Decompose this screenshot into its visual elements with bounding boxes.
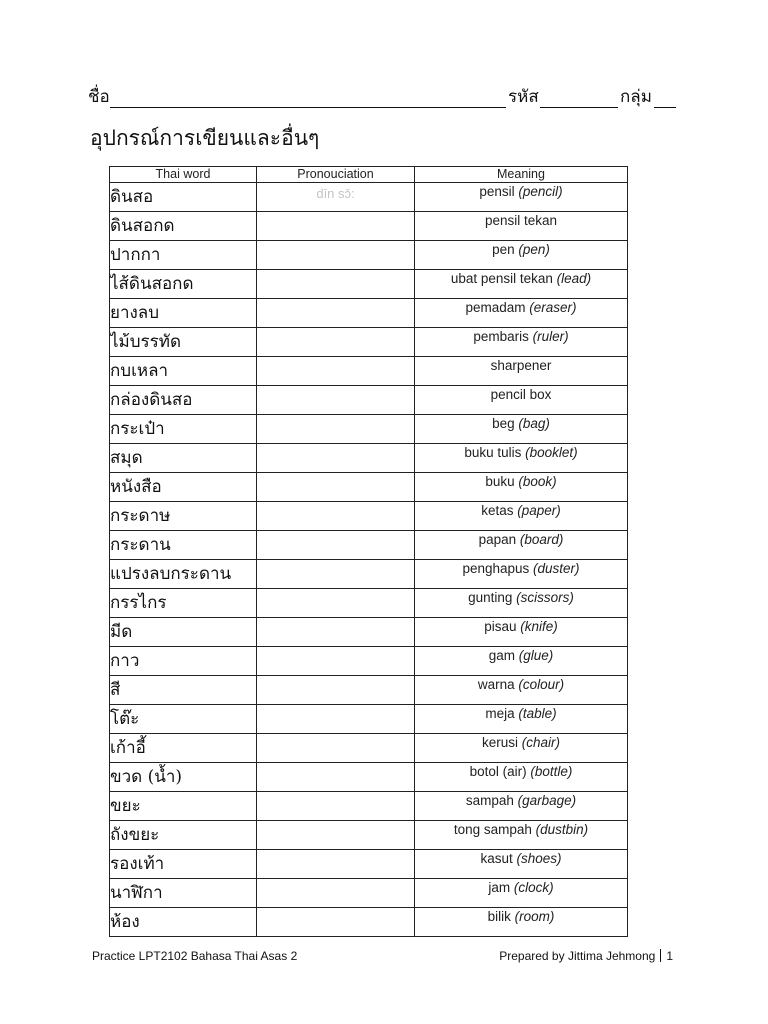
meaning-text: kasut [480,851,513,866]
meaning-cell [415,705,628,734]
pronunciation-cell[interactable] [257,502,415,531]
pronunciation-cell[interactable] [257,879,415,908]
english-gloss: (shoes) [516,851,562,866]
table-row [110,821,628,850]
meaning-cell [415,444,628,473]
pronunciation-cell[interactable] [257,241,415,270]
pronunciation-cell[interactable] [257,299,415,328]
meaning-text: penghapus [462,561,530,576]
pronunciation-cell[interactable] [257,473,415,502]
thai-word-cell: มีด [110,618,257,647]
table-row [110,212,628,241]
pronunciation-cell[interactable] [257,821,415,850]
meaning-cell [415,415,628,444]
table-row [110,386,628,415]
meaning-cell [415,473,628,502]
table-row [110,270,628,299]
table-row [110,618,628,647]
meaning-cell [415,821,628,850]
thai-word-cell: กระดาน [110,531,257,560]
meaning-cell [415,299,628,328]
table-row [110,415,628,444]
thai-word-cell: ขวด (น้ำ) [110,763,257,792]
meaning-text: ubat pensil tekan [450,271,553,286]
meaning-cell [415,676,628,705]
meaning-cell [415,792,628,821]
thai-word-cell: สมุด [110,444,257,473]
meaning-text: gam [488,648,515,663]
meaning-cell [415,357,628,386]
english-gloss: (table) [518,706,557,721]
table-row [110,705,628,734]
thai-word-cell: รองเท้า [110,850,257,879]
meaning-text: papan [478,532,517,547]
table-row [110,763,628,792]
pronunciation-cell[interactable] [257,705,415,734]
meaning-cell [415,879,628,908]
english-gloss: (knife) [520,619,558,634]
table-row [110,589,628,618]
vocabulary-table [109,166,628,937]
meaning-cell [415,647,628,676]
english-gloss: (board) [519,532,564,547]
table-header-row [110,167,628,183]
meaning-cell [415,763,628,792]
table-row [110,328,628,357]
footer-divider [660,949,661,962]
english-gloss: (dustbin) [535,822,589,837]
pronunciation-cell[interactable] [257,618,415,647]
pronunciation-cell[interactable] [257,560,415,589]
meaning-text: gunting [468,590,513,605]
meaning-cell [415,734,628,763]
thai-word-cell: กล่องดินสอ [110,386,257,415]
table-row [110,357,628,386]
thai-word-cell: นาฬิกา [110,879,257,908]
code-blank[interactable] [540,107,618,108]
english-gloss: (scissors) [516,590,574,605]
table-row [110,241,628,270]
meaning-cell [415,589,628,618]
meaning-text: pencil box [490,387,552,402]
thai-word-cell: หนังสือ [110,473,257,502]
thai-word-cell: โต๊ะ [110,705,257,734]
pronunciation-cell[interactable] [257,763,415,792]
thai-word-cell: ปากกา [110,241,257,270]
page-title: อุปกรณ์การเขียนและอื่นๆ [90,126,320,150]
english-gloss: (book) [518,474,557,489]
pronunciation-cell[interactable] [257,589,415,618]
english-gloss: (pencil) [518,184,563,199]
table-row [110,734,628,763]
meaning-text: pisau [484,619,517,634]
footer-author-text: Prepared by Jittima Jehmong [499,949,656,963]
english-gloss: (paper) [517,503,561,518]
pronunciation-cell[interactable]: dīn sɔ̌: [257,183,415,212]
thai-word-cell: เก้าอี้ [110,734,257,763]
meaning-text: bilik [487,909,511,924]
meaning-cell [415,328,628,357]
english-gloss: (pen) [518,242,550,257]
pronunciation-cell[interactable] [257,212,415,241]
meaning-text: buku tulis [464,445,522,460]
thai-word-cell: กระเป๋า [110,415,257,444]
thai-word-cell: กรรไกร [110,589,257,618]
english-gloss: (bag) [518,416,550,431]
table-row [110,879,628,908]
pronunciation-cell[interactable] [257,531,415,560]
pronunciation-cell[interactable] [257,415,415,444]
meaning-text: pensil tekan [484,213,558,228]
thai-word-cell: ยางลบ [110,299,257,328]
meaning-cell [415,560,628,589]
english-gloss: (clock) [513,880,554,895]
pronunciation-cell[interactable] [257,908,415,937]
meaning-text: pemadam [465,300,526,315]
student-info-line [88,78,688,114]
pronunciation-cell[interactable] [257,386,415,415]
pronunciation-cell[interactable] [257,647,415,676]
meaning-cell [415,531,628,560]
table-row [110,676,628,705]
meaning-text: ketas [481,503,514,518]
english-gloss: (duster) [533,561,580,576]
meaning-text: buku [485,474,515,489]
english-gloss: (booklet) [525,445,578,460]
table-row [110,647,628,676]
english-gloss: (eraser) [529,300,577,315]
english-gloss: (room) [514,909,555,924]
table-row [110,850,628,879]
meaning-text: meja [485,706,515,721]
table-row [110,183,628,212]
table-body [110,183,628,937]
meaning-text: kerusi [481,735,518,750]
meaning-cell [415,183,628,212]
table-row [110,473,628,502]
group-label: กลุ่ม [620,87,652,107]
table-row [110,444,628,473]
column-header-pronunciation: Pronouciation [257,167,415,183]
thai-word-cell: สี [110,676,257,705]
thai-word-cell: กระดาษ [110,502,257,531]
thai-word-cell: กบเหลา [110,357,257,386]
meaning-text: warna [477,677,515,692]
english-gloss: (glue) [518,648,554,663]
english-gloss: (colour) [518,677,565,692]
meaning-cell [415,270,628,299]
page-number: 1 [666,949,673,963]
footer-course: Practice LPT2102 Bahasa Thai Asas 2 [92,949,298,963]
column-header-meaning: Meaning [415,167,628,183]
table-row [110,792,628,821]
thai-word-cell: ไม้บรรทัด [110,328,257,357]
table-row [110,560,628,589]
meaning-cell [415,618,628,647]
thai-word-cell: ดินสอกด [110,212,257,241]
meaning-cell [415,241,628,270]
meaning-text: sharpener [490,358,552,373]
meaning-cell [415,850,628,879]
meaning-text: tong sampah [453,822,532,837]
meaning-text: pen [492,242,515,257]
table-row [110,502,628,531]
table-row [110,299,628,328]
english-gloss: (lead) [556,271,592,286]
name-blank[interactable] [110,107,506,108]
meaning-text: pembaris [473,329,529,344]
meaning-text: beg [492,416,515,431]
table-row [110,908,628,937]
english-gloss: (bottle) [530,764,573,779]
thai-word-cell: กาว [110,647,257,676]
meaning-cell [415,908,628,937]
thai-word-cell: ถังขยะ [110,821,257,850]
footer-author [499,949,673,963]
thai-word-cell: ดินสอ [110,183,257,212]
name-label: ชื่อ [88,87,110,107]
meaning-cell [415,502,628,531]
column-header-thai-word: Thai word [110,167,257,183]
pronunciation-cell[interactable] [257,792,415,821]
table-row [110,531,628,560]
pronunciation-cell[interactable] [257,444,415,473]
thai-word-cell: ห้อง [110,908,257,937]
english-gloss: (chair) [521,735,561,750]
group-blank[interactable] [654,107,676,108]
english-gloss: (garbage) [517,793,577,808]
meaning-cell [415,212,628,241]
pronunciation-cell[interactable] [257,328,415,357]
meaning-text: botol (air) [469,764,527,779]
pronunciation-cell[interactable] [257,850,415,879]
meaning-text: sampah [465,793,514,808]
thai-word-cell: ไส้ดินสอกด [110,270,257,299]
thai-word-cell: ขยะ [110,792,257,821]
pronunciation-cell[interactable] [257,676,415,705]
meaning-cell [415,386,628,415]
pronunciation-cell[interactable] [257,357,415,386]
code-label: รหัส [508,87,539,107]
meaning-text: pensil [479,184,515,199]
english-gloss: (ruler) [532,329,569,344]
pronunciation-cell[interactable] [257,270,415,299]
thai-word-cell: แปรงลบกระดาน [110,560,257,589]
pronunciation-cell[interactable] [257,734,415,763]
meaning-text: jam [488,880,511,895]
